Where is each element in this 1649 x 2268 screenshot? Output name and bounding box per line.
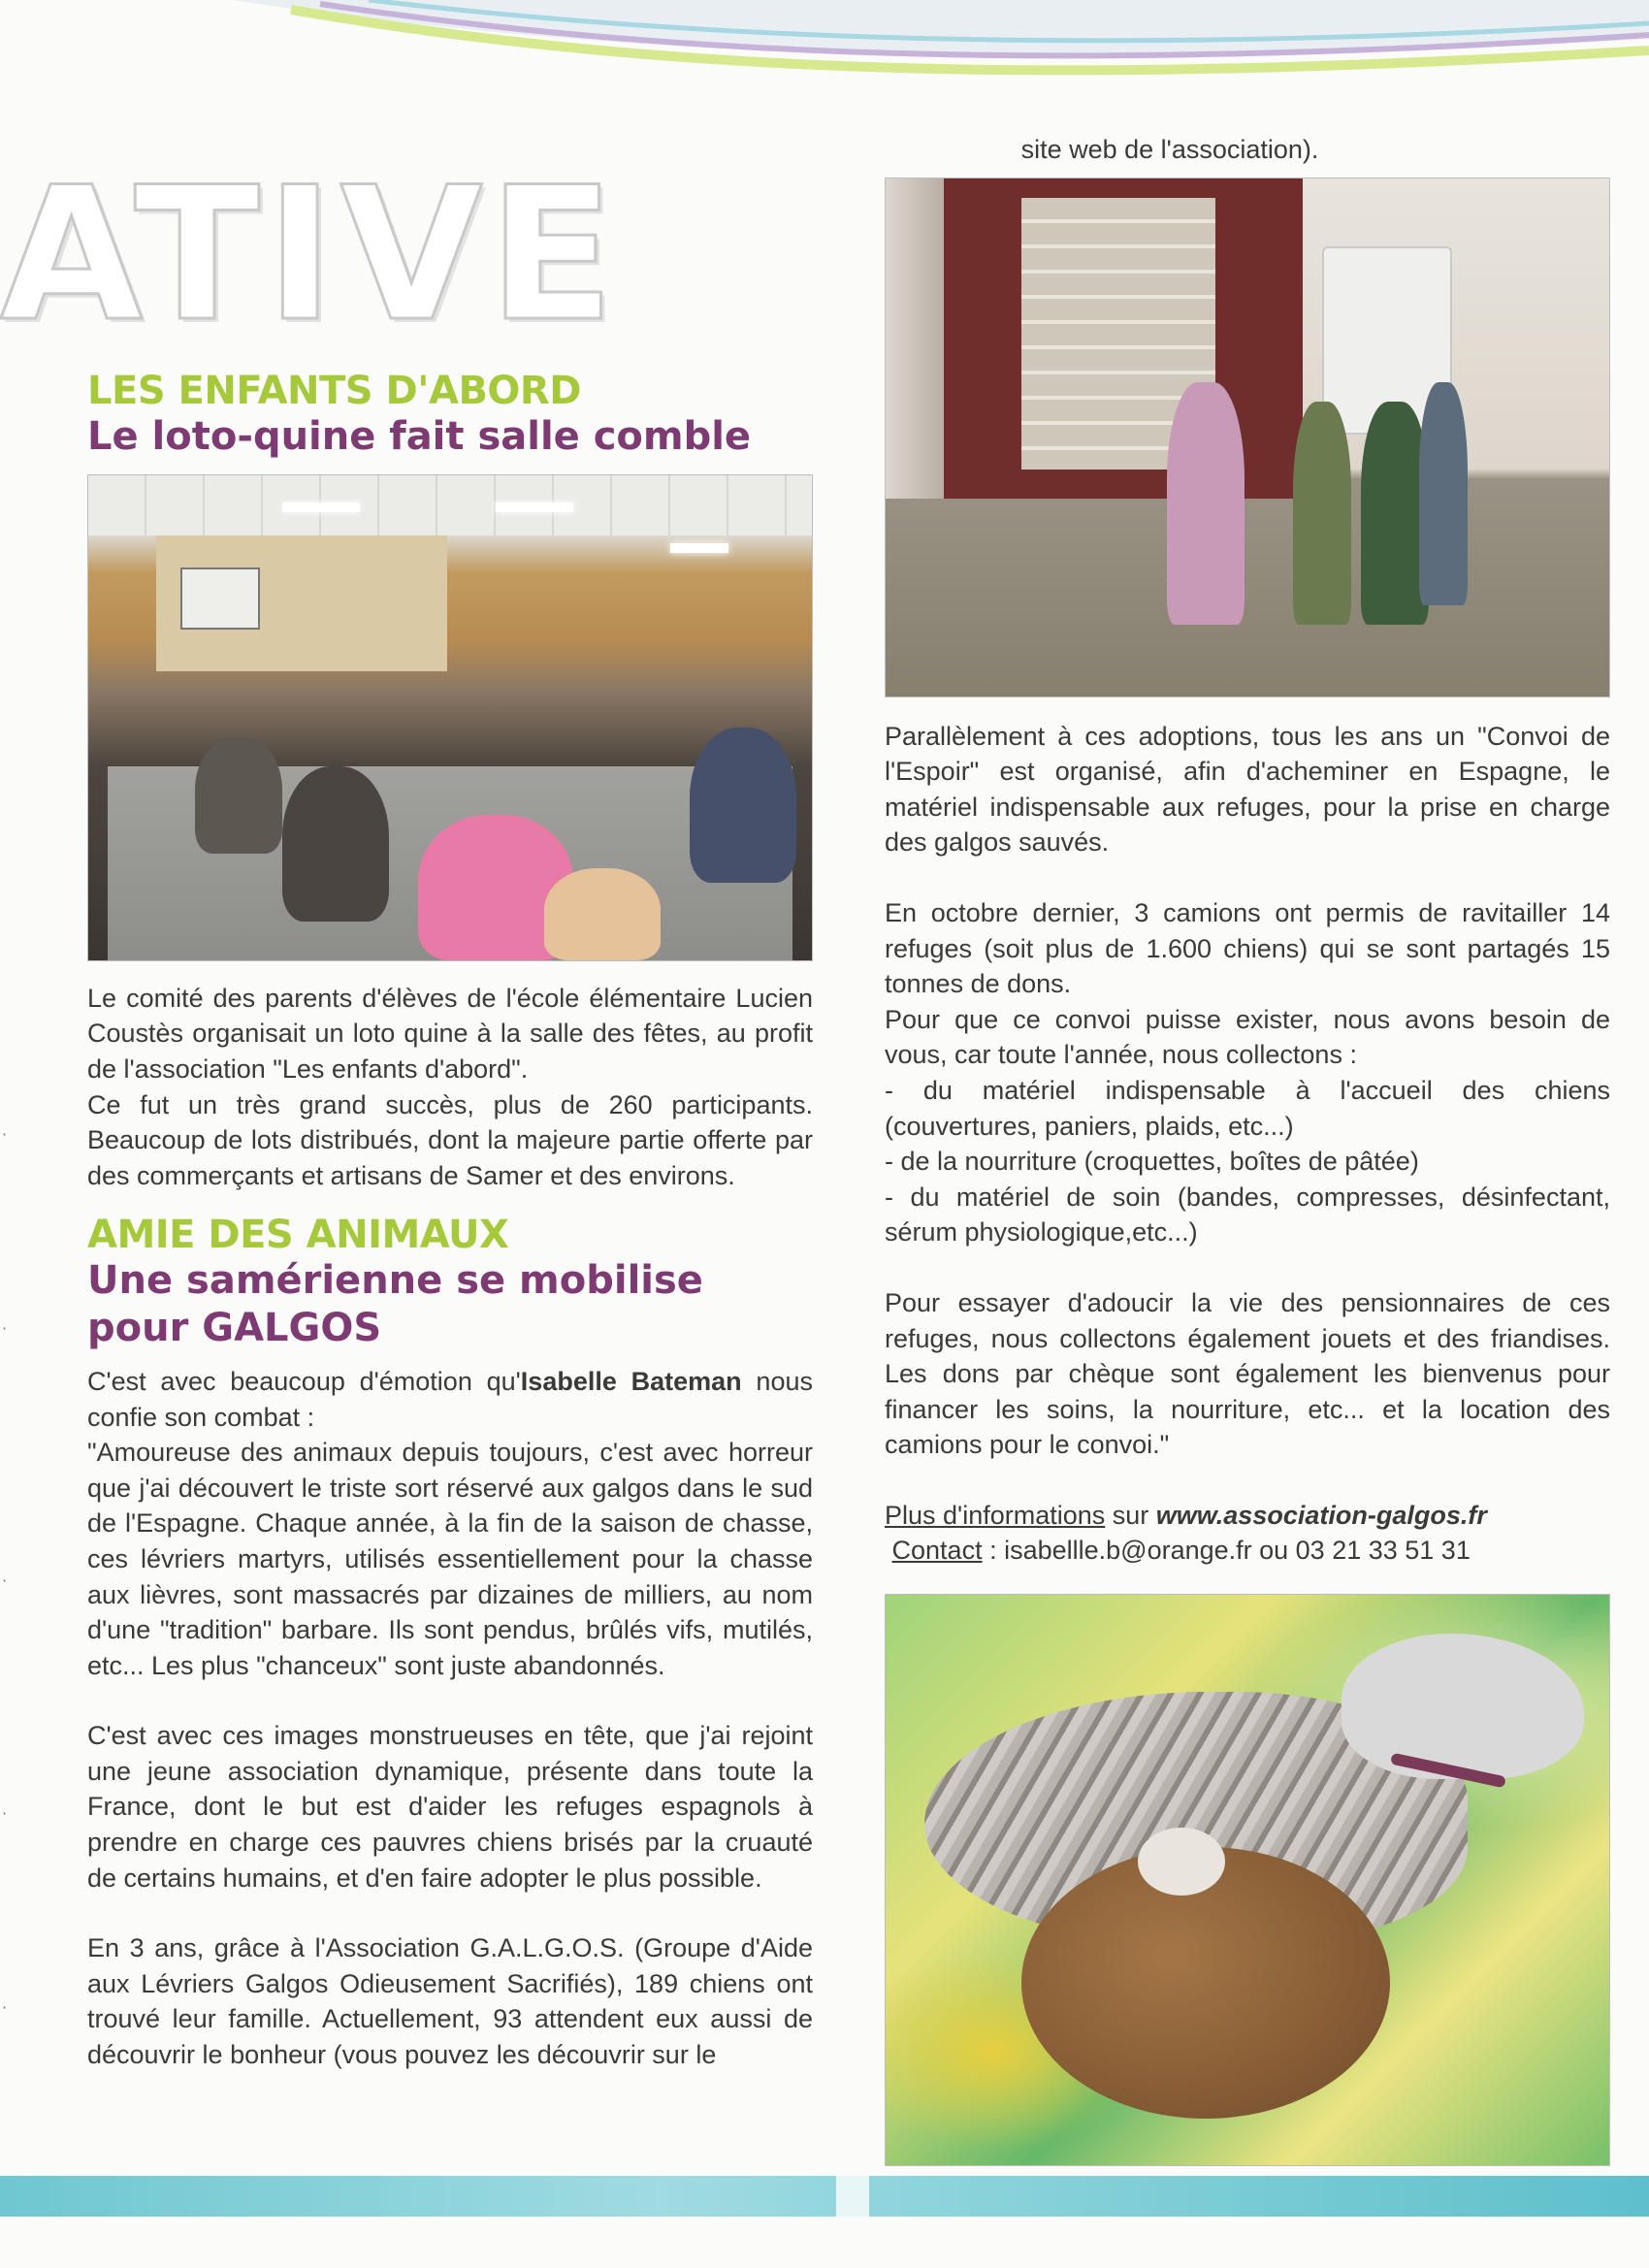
collect-item: - de la nourriture (croquettes, boîtes de pâtée) [885, 1147, 1419, 1177]
continued-text: site web de l'association). [1020, 135, 1319, 164]
article1-paragraph: Ce fut un très grand succès, plus de 260 participants. Beaucoup de lots distribués, dont la majeure partie offerte par des commerçants et artisans de Samer et des environs. [87, 1089, 813, 1190]
convoy-paragraph: Parallèlement à ces adoptions, tous les ans un "Convoi de l'Espoir" est organisé, afin d'acheminer en Espagne, le matériel indispensable aux refuges, pour la prise en charge des galgos sauvés. [885, 721, 1610, 858]
more-info-label: Plus d'informations [885, 1500, 1106, 1530]
intro-text: C'est avec beaucoup d'émotion qu' [87, 1366, 521, 1396]
article2-intro [87, 1364, 813, 1435]
interviewee-name: Isabelle Bateman [520, 1366, 742, 1396]
article2-headline-line1: Une samérienne se mobilise [87, 1258, 703, 1304]
left-column [87, 369, 813, 2073]
article1-kicker: LES ENFANTS D'ABORD [87, 369, 581, 413]
article2-paragraph: "Amoureuse des animaux depuis toujours, c'est avec horreur que j'ai découvert le triste sort réservé aux galgos dans le sud de l'Espagne. Chaque année, à la fin de la saison de chasse, ces lévriers martyrs, utilisés essentiellement pour la chasse aux lièvres, sont massacrés par dizaines de milliers, au nom d'une "tradition" barbare. Ils sont pendus, brûlés vifs, mutilés, etc... Les plus "chanceux" sont juste abandonnés. [87, 1438, 813, 1680]
top-swoosh-decoration [0, 0, 1649, 116]
collect-item: - du matériel de soin (bandes, compresses, désinfectant, sérum physiologique,etc...) [885, 1182, 1610, 1247]
gutter-bleed-marks: · · · · · [2, 1125, 8, 2017]
more-info-sur: sur [1105, 1500, 1156, 1530]
contact-line [885, 1533, 1610, 1569]
loto-hall-photo [87, 474, 813, 961]
article2-body-right [885, 719, 1610, 1498]
article2-body-left [87, 1364, 813, 2073]
contact-label: Contact [891, 1536, 983, 1566]
intro-text-end: nous confie son combat : [87, 1366, 813, 1432]
website-link[interactable]: www.association-galgos.fr [1155, 1500, 1487, 1530]
convoy-truck-photo [885, 178, 1610, 697]
article1-headline: Le loto-quine fait salle comble [87, 414, 752, 459]
article1-paragraph: Le comité des parents d'élèves de l'école élémentaire Lucien Coustès organisait un loto quine à la salle des fêtes, au profit de l'association "Les enfants d'abord". [87, 983, 813, 1084]
article1-body [87, 981, 813, 1194]
october-paragraph: En octobre dernier, 3 camions ont permis de ravitailler 14 refuges (soit plus de 1.600 chiens) qui se sont partagés 15 tonnes de dons. [885, 897, 1610, 999]
article2-paragraph: En 3 ans, grâce à l'Association G.A.L.G.O.S. (Groupe d'Aide aux Lévriers Galgos Odieusement Sacrifiés), 189 chiens ont trouvé leur famille. Actuellement, 93 attendent eux aussi de découvrir le bonheur (vous pouvez les découvrir sur le [87, 1933, 813, 2070]
contact-details[interactable]: : isabellle.b@orange.fr ou 03 21 33 51 31 [982, 1536, 1471, 1566]
greyhound-puppy-photo [885, 1594, 1610, 2166]
section-title-partial: ATIVE [0, 147, 621, 362]
article2-kicker: AMIE DES ANIMAUX [87, 1213, 509, 1258]
article2-paragraph: C'est avec ces images monstrueuses en tête, que j'ai rejoint une jeune association dynamique, présente dans toute la France, dont le but est d'aider les refuges espagnols à prendre en charge ces pauvres chiens brisés par la cruauté de certains humains, et d'en faire adopter le plus possible. [87, 1721, 813, 1893]
bottom-color-band [0, 2176, 1649, 2217]
collect-intro: Pour que ce convoi puisse exister, nous avons besoin de vous, car toute l'année, nous collectons : [885, 1004, 1610, 1070]
donations-paragraph: Pour essayer d'adoucir la vie des pensionnaires de ces refuges, nous collectons également jouets et des friandises. Les dons par chèque sont également les bienvenus pour financer les soins, la nourriture, etc... et la location des camions pour le convoi." [885, 1287, 1610, 1460]
collect-item: - du matériel indispensable à l'accueil des chiens (couvertures, paniers, plaids, etc...) [885, 1075, 1610, 1141]
article2-headline-line2: pour GALGOS [87, 1306, 382, 1351]
right-column [885, 132, 1610, 2166]
more-info-line [885, 1498, 1610, 1534]
